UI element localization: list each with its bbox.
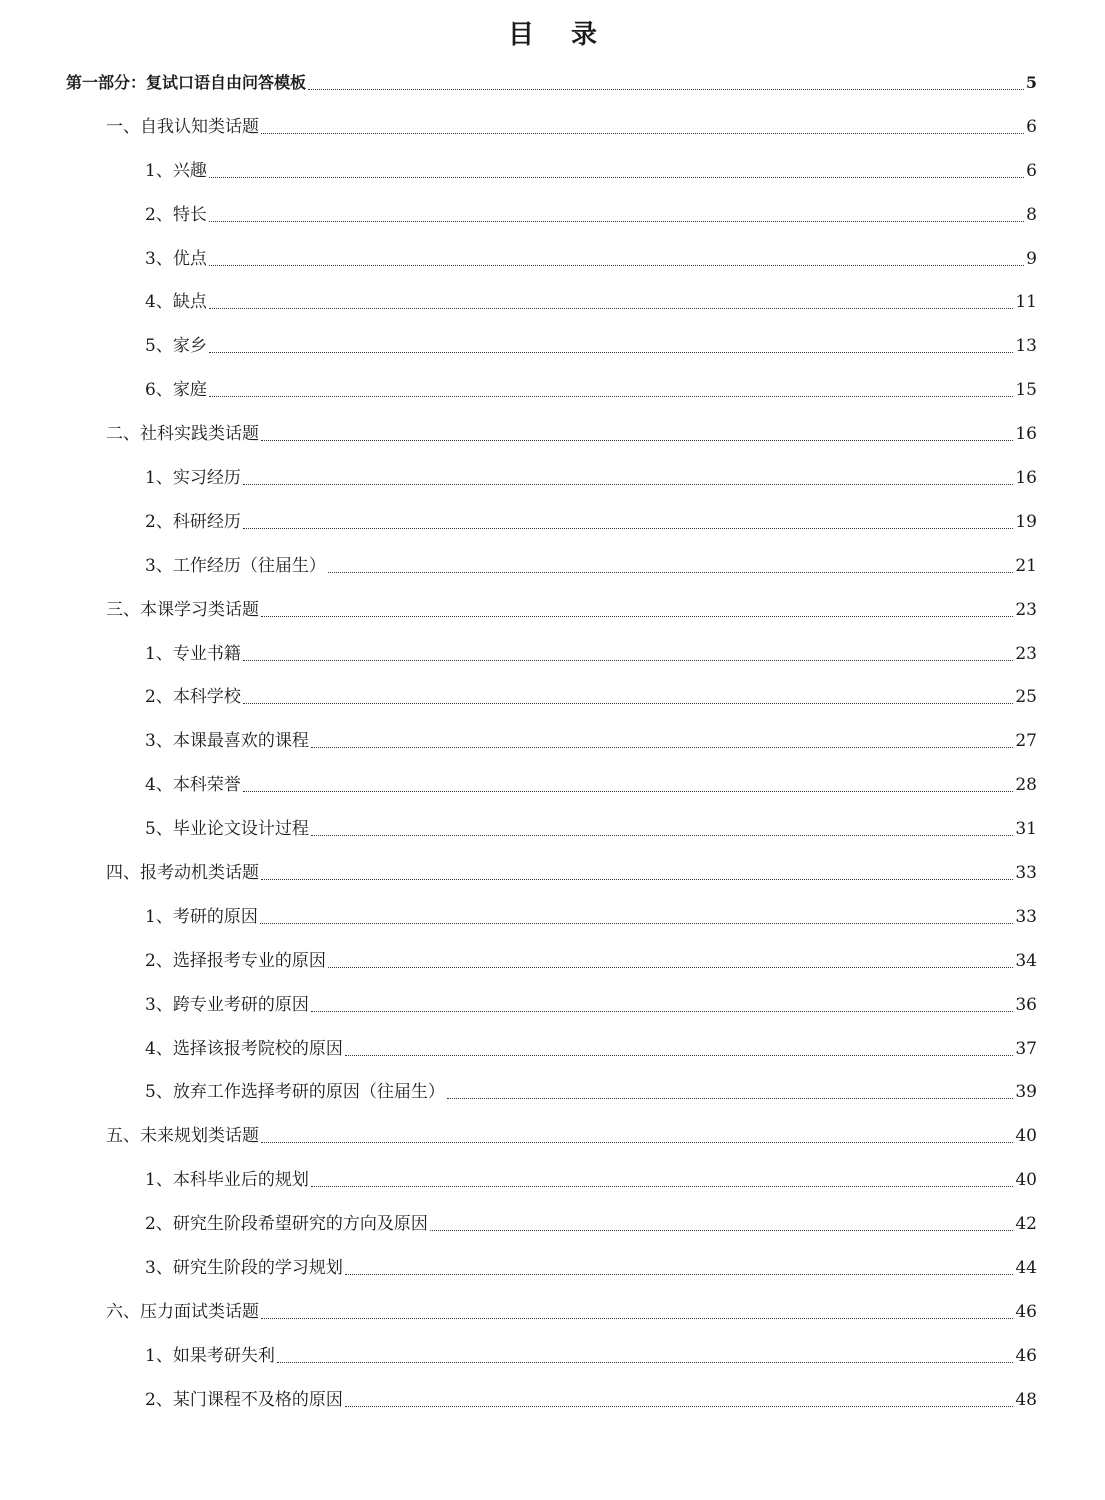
toc-entry[interactable] <box>0 1246 1105 1290</box>
toc-entry[interactable] <box>0 193 1105 237</box>
toc-entry-title[interactable]: 第一部分：复试口语自由问答模板 <box>66 72 307 92</box>
toc-entry[interactable] <box>0 939 1105 983</box>
toc-entry[interactable] <box>0 368 1105 412</box>
toc-entry-title[interactable]: 5、家乡 <box>145 336 207 357</box>
toc-entry-title[interactable]: 一、自我认知类话题 <box>106 116 259 137</box>
toc-entry-title[interactable]: 2、特长 <box>145 204 207 225</box>
toc-entry-page-number[interactable]: 36 <box>1015 994 1037 1015</box>
toc-entry-page-number[interactable]: 5 <box>1025 72 1037 92</box>
toc-entry[interactable] <box>0 763 1105 807</box>
toc-entry-page-number[interactable]: 21 <box>1015 555 1037 576</box>
toc-entry-title[interactable]: 3、本课最喜欢的课程 <box>145 731 309 752</box>
toc-entry-title[interactable]: 2、本科学校 <box>145 687 241 708</box>
dot-leader <box>308 88 1024 90</box>
toc-entry-title[interactable]: 3、研究生阶段的学习规划 <box>145 1257 343 1278</box>
dot-leader <box>209 307 1014 309</box>
toc-entry[interactable] <box>0 895 1105 939</box>
dot-leader <box>345 1405 1014 1407</box>
toc-entry-page-number[interactable]: 46 <box>1015 1345 1037 1366</box>
toc-entry-page-number[interactable]: 23 <box>1015 643 1037 664</box>
toc-entry[interactable] <box>0 1334 1105 1378</box>
toc-entry-page-number[interactable]: 39 <box>1015 1082 1037 1103</box>
toc-entry-title[interactable]: 1、本科毕业后的规划 <box>145 1170 309 1191</box>
toc-entry[interactable] <box>0 500 1105 544</box>
toc-entry-page-number[interactable]: 37 <box>1015 1038 1037 1059</box>
dot-leader <box>209 351 1014 353</box>
toc-entry[interactable] <box>0 588 1105 632</box>
toc-entry[interactable] <box>0 983 1105 1027</box>
toc-entry[interactable] <box>0 1202 1105 1246</box>
toc-entry-page-number[interactable]: 31 <box>1015 819 1037 840</box>
toc-entry[interactable] <box>0 675 1105 719</box>
toc-entry[interactable] <box>0 1378 1105 1422</box>
toc-entry-page-number[interactable]: 46 <box>1015 1301 1037 1322</box>
toc-entry[interactable] <box>0 1290 1105 1334</box>
toc-entry-page-number[interactable]: 42 <box>1015 1214 1037 1235</box>
toc-list <box>0 61 1105 1422</box>
toc-entry-page-number[interactable]: 13 <box>1015 336 1037 357</box>
toc-entry[interactable] <box>0 456 1105 500</box>
dot-leader <box>328 966 1014 968</box>
toc-entry-title[interactable]: 六、压力面试类话题 <box>106 1301 259 1322</box>
toc-entry-title[interactable]: 2、选择报考专业的原因 <box>145 950 326 971</box>
toc-entry-page-number[interactable]: 48 <box>1015 1389 1037 1410</box>
toc-entry[interactable] <box>0 544 1105 588</box>
toc-title: 目 录 <box>507 20 612 50</box>
dot-leader <box>209 220 1024 222</box>
toc-entry-page-number[interactable]: 25 <box>1015 687 1037 708</box>
toc-entry-title[interactable]: 3、优点 <box>145 248 207 269</box>
toc-entry-page-number[interactable]: 11 <box>1015 292 1037 313</box>
toc-entry[interactable] <box>0 280 1105 324</box>
dot-leader <box>261 1141 1013 1143</box>
toc-entry-title[interactable]: 5、毕业论文设计过程 <box>145 819 309 840</box>
toc-entry-title[interactable]: 1、实习经历 <box>145 467 241 488</box>
toc-entry-title[interactable]: 4、选择该报考院校的原因 <box>145 1038 343 1059</box>
toc-entry-title[interactable]: 四、报考动机类话题 <box>106 862 259 883</box>
toc-entry-page-number[interactable]: 16 <box>1015 467 1037 488</box>
toc-entry[interactable] <box>0 105 1105 149</box>
toc-entry-title[interactable]: 五、未来规划类话题 <box>106 1126 259 1147</box>
dot-leader <box>209 395 1014 397</box>
toc-entry-title[interactable]: 1、如果考研失利 <box>145 1345 275 1366</box>
dot-leader <box>260 922 1014 924</box>
dot-leader <box>261 878 1013 880</box>
dot-leader <box>243 702 1014 704</box>
toc-entry-page-number[interactable]: 9 <box>1026 248 1037 269</box>
dot-leader <box>277 1361 1014 1363</box>
toc-entry-title[interactable]: 二、社科实践类话题 <box>106 424 259 445</box>
dot-leader <box>243 483 1014 485</box>
toc-entry-page-number[interactable]: 33 <box>1015 906 1037 927</box>
toc-entry-title[interactable]: 2、研究生阶段希望研究的方向及原因 <box>145 1214 428 1235</box>
toc-entry-title[interactable]: 2、某门课程不及格的原因 <box>145 1389 343 1410</box>
toc-entry-page-number[interactable]: 23 <box>1015 599 1037 620</box>
toc-entry-title[interactable]: 三、本课学习类话题 <box>106 599 259 620</box>
toc-entry-page-number[interactable]: 40 <box>1015 1126 1037 1147</box>
toc-entry-page-number[interactable]: 34 <box>1015 950 1037 971</box>
dot-leader <box>261 1317 1013 1319</box>
toc-entry[interactable] <box>0 149 1105 193</box>
toc-entry-title[interactable]: 2、科研经历 <box>145 511 241 532</box>
toc-entry-title[interactable]: 4、缺点 <box>145 292 207 313</box>
toc-entry[interactable] <box>0 719 1105 763</box>
toc-entry-page-number[interactable]: 44 <box>1015 1257 1037 1278</box>
toc-entry[interactable] <box>0 851 1105 895</box>
dot-leader <box>328 571 1014 573</box>
dot-leader <box>311 834 1014 836</box>
dot-leader <box>311 1185 1014 1187</box>
dot-leader <box>261 132 1024 134</box>
toc-entry-page-number[interactable]: 6 <box>1026 116 1037 137</box>
dot-leader <box>209 176 1024 178</box>
toc-entry-title[interactable]: 6、家庭 <box>145 380 207 401</box>
toc-entry-title[interactable]: 1、考研的原因 <box>145 906 258 927</box>
toc-entry[interactable] <box>0 1070 1105 1114</box>
toc-entry-page-number[interactable]: 19 <box>1015 511 1037 532</box>
toc-entry-page-number[interactable]: 28 <box>1015 775 1037 796</box>
toc-entry-title[interactable]: 3、跨专业考研的原因 <box>145 994 309 1015</box>
dot-leader <box>243 527 1014 529</box>
dot-leader <box>261 615 1013 617</box>
toc-entry[interactable] <box>0 324 1105 368</box>
toc-entry-title[interactable]: 4、本科荣誉 <box>145 775 241 796</box>
dot-leader <box>430 1229 1014 1231</box>
dot-leader <box>311 1010 1014 1012</box>
dot-leader <box>447 1097 1014 1099</box>
toc-entry[interactable] <box>0 412 1105 456</box>
toc-entry[interactable] <box>0 1027 1105 1071</box>
dot-leader <box>243 659 1014 661</box>
toc-entry-title[interactable]: 1、兴趣 <box>145 160 207 181</box>
toc-entry-page-number[interactable]: 27 <box>1015 731 1037 752</box>
dot-leader <box>209 264 1024 266</box>
dot-leader <box>345 1054 1014 1056</box>
toc-entry[interactable] <box>0 237 1105 281</box>
toc-entry-title[interactable]: 1、专业书籍 <box>145 643 241 664</box>
toc-entry-page-number[interactable]: 6 <box>1026 160 1037 181</box>
dot-leader <box>345 1273 1014 1275</box>
toc-entry[interactable] <box>0 632 1105 676</box>
toc-entry-page-number[interactable]: 33 <box>1015 862 1037 883</box>
toc-entry[interactable] <box>0 1114 1105 1158</box>
dot-leader <box>243 790 1014 792</box>
toc-entry-page-number[interactable]: 15 <box>1015 380 1037 401</box>
dot-leader <box>261 439 1013 441</box>
toc-entry[interactable] <box>0 61 1105 105</box>
toc-entry-page-number[interactable]: 40 <box>1015 1170 1037 1191</box>
toc-entry-page-number[interactable]: 16 <box>1015 424 1037 445</box>
toc-entry-title[interactable]: 3、工作经历（往届生） <box>145 555 326 576</box>
toc-entry-page-number[interactable]: 8 <box>1026 204 1037 225</box>
dot-leader <box>311 746 1014 748</box>
toc-entry[interactable] <box>0 1158 1105 1202</box>
toc-entry[interactable] <box>0 807 1105 851</box>
toc-entry-title[interactable]: 5、放弃工作选择考研的原因（往届生） <box>145 1082 445 1103</box>
